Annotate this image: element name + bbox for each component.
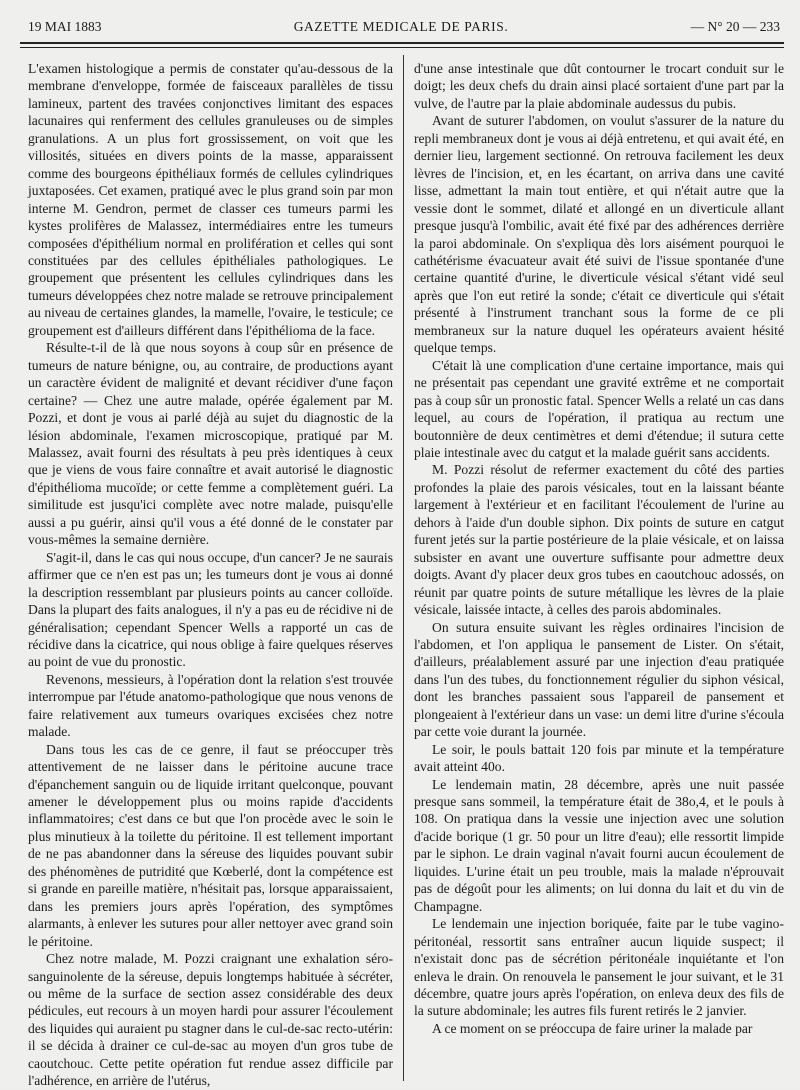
paragraph: Le lendemain matin, 28 décembre, après une nuit passée presque sans sommeil, la température était de 38o,4, et le pouls à 108. On pratiqua dans la vessie une injection avec une solution d'acide borique (1 gr. 50 pour un litre d'eau); elle ressortit limpide par le siphon. Le drain vaginal n'avait fourni aucun écoulement de liquides. L'urine était un peu trouble, mais la malade n'éprouvait pas de dégoût pour les aliments; on lui donna du lait et du vin de Champagne. bbox=[414, 776, 784, 914]
paragraph: A ce moment on se préoccupa de faire uriner la malade par bbox=[432, 1020, 753, 1036]
paragraph: Avant de suturer l'abdomen, on voulut s'assurer de la nature du repli membraneux dont je vous ai déjà entretenu, et qui avait été, en dernier lieu, largement sectionné. On retrouva facilement les deux lèvres de l'incision, et, en les écartant, on arriva dans une cavité lisse, admettant la main tout entière, et qui n'était autre que la vessie dont le sommet, dilaté et allongé en un diverticule allant presque jusqu'à l'ombilic, avait été fixé par des adhérences derrière la paroi abdominale. On s'expliqua dès lors aisément pourquoi le cathétérisme évacuateur avait été suivi de l'issue spontanée d'une certaine quantité d'urine, le diverticule vésical s'étant vidé seul après que l'on eut retiré la sonde; c'était ce diverticule qui s'était présenté à l'instrument tranchant sous la forme de ce pli membraneux sur la nature duquel les opérateurs avaient hésité quelque temps. bbox=[414, 113, 784, 356]
left-column bbox=[28, 60, 393, 1090]
paragraph: S'agit-il, dans le cas qui nous occupe, d'un cancer? Je ne saurais affirmer que ce n'en est pas un; les tumeurs dont je vous ai donné la description ressemblant par plusieurs points au cancer colloïde. Dans la plupart des faits analogues, il n'y a pas eu de récidive ni de généralisation; cependant Spencer Wells a rapporté un cas de récidive dans la cicatrice, qui nous oblige à faire quelques réserves au point de vue du pronostic. bbox=[28, 549, 393, 670]
paragraph: d'une anse intestinale que dût contourner le trocart conduit sur le doigt; les deux chefs du drain ainsi placé sortaient d'une part par la vulve, de l'autre par la plaie abdominale audessus du pubis. bbox=[414, 61, 784, 111]
column-divider bbox=[403, 55, 404, 1081]
paragraph: C'était là une complication d'une certaine importance, mais qui ne présentait pas cependant une gravité extrême et ne comportait pas à coup sûr un pronostic fatal. Spencer Wells a relaté un cas dans lequel, au cours de l'opération, il pratiqua au rectum une boutonnière de deux centimètres et demi d'étendue; il sutura cette plaie intestinale avec du catgut et la malade guérit sans accidents. bbox=[414, 357, 784, 460]
header-date: 19 MAI 1883 bbox=[28, 19, 102, 34]
paragraph: Le lendemain une injection boriquée, faite par le tube vagino-péritonéal, ressortit sans entraîner aucun liquide suspect; il n'existait donc pas de sécrétion péritonéale inquiétante et l'on enleva le drain. On renouvela le pansement le jour suivant, et le 31 décembre, quatre jours après l'opération, on enleva deux des fils de la suture abdominale; les autres fils furent retirés le 2 janvier. bbox=[414, 916, 784, 1019]
paragraph: Résulte-t-il de là que nous soyons à coup sûr en présence de tumeurs de nature bénigne, ou, au contraire, de productions ayant un caractère évident de malignité et devant récidiver d'une façon certaine? — Chez une autre malade, opérée également par M. Pozzi, et dont je vous ai parlé déjà au sujet du diagnostic de la lésion abdominale, l'examen microscopique, pratiqué par M. Malassez, avait fourni des résultats à peu près identiques à ceux que je viens de vous faire connaître et avait autorisé le diagnostic d'épithélioma mucoïde; or cette femme a complètement guéri. La similitude est jusqu'ici complète avec notre malade, puisqu'elle aussi a pu guérir, ainsi qu'il vous a été donné de le constater par vous-mêmes la semaine dernière. bbox=[28, 340, 393, 548]
header-page-number: — N° 20 — 233 bbox=[690, 19, 780, 34]
paragraph: L'examen histologique a permis de constater qu'au-dessous de la membrane d'enveloppe, formée de faisceaux parallèles de tissu lamineux, partent des travées conjonctives limitant des espaces lacunaires qui renferment des cellules granuleuses ou de simples granulations. A un plus fort grossissement, on voit que les villosités, situées en divers points de la masse, apparaissent comme des bourgeons épithéliaux formés de cellules cylindriques juxtaposées. Cet examen, pratiqué avec le plus grand soin par mon interne M. Gendron, permet de classer ces tumeurs parmi les kystes prolifères de Malassez, intermédiaires entre les tumeurs composées d'épithélium normal en prolifération et celles qui sont constituées par des cellules épithéliales pathologiques. Le groupement que présentent les cellules cylindriques dans les tumeurs développées chez notre malade se retrouve principalement au niveau de certaines glandes, la mamelle, l'ovaire, le testicule; ce groupement est d'ailleurs différent dans l'épithélioma de la face. bbox=[28, 61, 393, 338]
header-rule-thin bbox=[20, 47, 784, 48]
header-rule-thick bbox=[20, 42, 784, 44]
paragraph: M. Pozzi résolut de refermer exactement du côté des parties profondes la plaie des parois vésicales, tout en la laissant béante largement à l'extérieur et en facilitant l'écoulement de l'urine au dehors à l'aide d'un double siphon. Dix points de suture en catgut furent jetés sur la partie postérieure de la plaie vésicale, et on laissa subsister en avant une ouverture suffisante pour admettre deux doigts. Avant d'y placer deux gros tubes en caoutchouc adossés, on réunit par quatre points de suture métallique les lèvres de la plaie vésicale, laissée intacte, à celles des parois abdominales. bbox=[414, 462, 784, 618]
paragraph: On sutura ensuite suivant les règles ordinaires l'incision de l'abdomen, et l'on appliqua le pansement de Lister. On s'était, d'ailleurs, préalablement assuré par une injection d'eau pratiquée dans l'un des tubes, du fonctionnement régulier du siphon vésical, dont les branches passaient sous l'appareil de pansement et plongeaient à l'extérieur dans un vase: un demi litre d'urine s'écoula par cette voie durant la journée. bbox=[414, 619, 784, 740]
header-title: GAZETTE MEDICALE DE PARIS. bbox=[293, 19, 509, 34]
page-header bbox=[20, 19, 782, 39]
right-column bbox=[414, 60, 784, 1037]
paragraph: Dans tous les cas de ce genre, il faut se préoccuper très attentivement de ne laisser dans le péritoine aucune trace d'épanchement sanguin ou de liquide irritant quelconque, pouvant amener le développement plus ou moins rapide d'accidents inflammatoires; c'est dans ce but que l'on procède avec le soin le plus minutieux à la toilette du péritoine. Il est tellement important de ne pas abandonner dans la séreuse des liquides pouvant subir des phénomènes de putridité que Kœberlé, dont la compétence est si grande en pareille matière, n'hésitait pas, lorsque apparaissaient, dans les premiers jours après l'opération, des symptômes alarmants, à enlever les sutures pour aller nettoyer avec grand soin le péritoine. bbox=[28, 741, 393, 949]
paragraph: Le soir, le pouls battait 120 fois par minute et la température avait atteint 40o. bbox=[414, 741, 784, 775]
paragraph: Revenons, messieurs, à l'opération dont la relation s'est trouvée interrompue par l'étude anatomo-pathologique que nous venons de faire relativement aux tumeurs ovariques excisées chez notre malade. bbox=[28, 671, 393, 740]
paragraph: Chez notre malade, M. Pozzi craignant une exhalation séro-sanguinolente de la séreuse, depuis longtemps habituée à sécréter, ou même de la surface de section assez considérable des deux pédicules, eut recours à un moyen hardi pour assurer l'écoulement des liquides qui auraient pu stagner dans le cul-de-sac recto-utérin: il se décida à drainer ce cul-de-sac au moyen d'un gros tube de caoutchouc. Cette petite opération fut rendue assez difficile par l'adhérence, en arrière de l'utérus, bbox=[28, 951, 393, 1089]
